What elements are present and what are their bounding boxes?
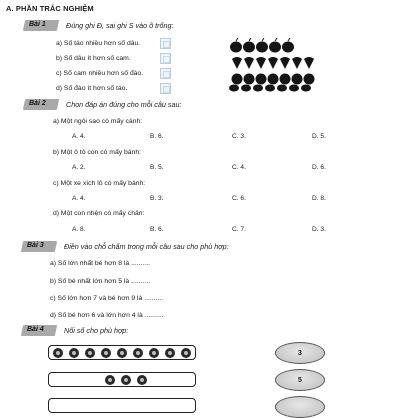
- bai1-instruction: Đúng ghi Đ, sai ghi S vào ô trống:: [66, 21, 174, 30]
- ball-icon: [85, 348, 95, 358]
- option-d-a[interactable]: A. 8.: [72, 226, 86, 233]
- option-b-d[interactable]: D. 6.: [312, 164, 326, 171]
- ball-icon: [149, 348, 159, 358]
- ball-icon: [101, 348, 111, 358]
- bai2-tag: Bài 2: [29, 100, 46, 107]
- apple-icons: [230, 38, 294, 53]
- bai1-statement-d: d) Số đào ít hơn số táo.: [56, 85, 128, 92]
- fruit-illustration: [228, 38, 318, 92]
- bai2-question-d: d) Một con nhện có mấy chân:: [53, 210, 145, 217]
- answer-box-a[interactable]: [160, 38, 171, 49]
- bai3-line-a: a) Số lớn nhất bé hơn 8 là ..........: [50, 260, 150, 267]
- bai3-line-d: d) Số bé hơn 6 và lớn hơn 4 là ..........: [50, 312, 164, 319]
- ball-icon: [117, 348, 127, 358]
- bai1-statement-c: c) Số cam nhiều hơn số đào.: [56, 70, 144, 77]
- option-d-d[interactable]: D. 3.: [312, 226, 326, 233]
- number-oval-next[interactable]: [275, 396, 325, 418]
- section-title: A. PHẦN TRẮC NGHIỆM: [6, 4, 94, 13]
- orange-icons: [232, 74, 315, 85]
- bai2-question-b: b) Một ô tô con có mấy bánh:: [53, 149, 142, 156]
- bai2-question-c: c) Một xe xích lô có mấy bánh:: [53, 180, 146, 187]
- option-a-b[interactable]: B. 6.: [150, 133, 164, 140]
- ball-icon: [181, 348, 191, 358]
- ball-icon: [137, 375, 147, 385]
- bai1-statement-b: b) Số dâu ít hơn số cam.: [56, 55, 131, 62]
- bai4-instruction: Nối số cho phù hợp:: [64, 326, 129, 335]
- option-b-b[interactable]: B. 5.: [150, 164, 164, 171]
- number-oval-5[interactable]: 5: [275, 369, 325, 391]
- option-c-c[interactable]: C. 6.: [232, 195, 246, 202]
- bai3-line-c: c) Số lớn hơn 7 và bé hơn 9 là ..........: [50, 295, 164, 302]
- ball-icon: [165, 348, 175, 358]
- ball-icon: [121, 375, 131, 385]
- bai2-question-a: a) Một ngôi sao có mấy cánh:: [53, 118, 143, 125]
- bai2-instruction: Chọn đáp án đúng cho mỗi câu sau:: [66, 100, 182, 109]
- ball-group-1[interactable]: [48, 345, 196, 360]
- strawberry-icons: [232, 57, 314, 69]
- ball-icon: [105, 375, 115, 385]
- option-a-d[interactable]: D. 5.: [312, 133, 326, 140]
- bai4-tag: Bài 4: [27, 326, 44, 333]
- bai3-instruction: Điền vào chỗ chấm trong mỗi câu sau cho phù hợp:: [64, 242, 229, 251]
- option-b-c[interactable]: C. 4.: [232, 164, 246, 171]
- number-oval-3[interactable]: 3: [275, 342, 325, 364]
- ball-icon: [69, 348, 79, 358]
- ball-icon: [133, 348, 143, 358]
- ball-group-3[interactable]: [48, 398, 196, 413]
- bai1-statement-a: a) Số táo nhiều hơn số dâu.: [56, 40, 141, 47]
- option-c-d[interactable]: D. 8.: [312, 195, 326, 202]
- ball-icon: [53, 348, 63, 358]
- option-d-b[interactable]: B. 6.: [150, 226, 164, 233]
- answer-box-d[interactable]: [160, 83, 171, 94]
- bai3-tag: Bài 3: [27, 242, 44, 249]
- option-c-a[interactable]: A. 4.: [72, 195, 86, 202]
- ball-group-2[interactable]: [48, 372, 196, 387]
- answer-box-b[interactable]: [160, 53, 171, 64]
- option-a-c[interactable]: C. 3.: [232, 133, 246, 140]
- option-d-c[interactable]: C. 7.: [232, 226, 246, 233]
- answer-box-c[interactable]: [160, 68, 171, 79]
- option-a-a[interactable]: A. 4.: [72, 133, 86, 140]
- option-b-a[interactable]: A. 2.: [72, 164, 86, 171]
- bai3-line-b: b) Số bé nhất lớn hơn 5 là ..........: [50, 278, 150, 285]
- bai1-tag: Bài 1: [29, 21, 46, 28]
- peach-icons: [229, 85, 311, 92]
- option-c-b[interactable]: B. 3.: [150, 195, 164, 202]
